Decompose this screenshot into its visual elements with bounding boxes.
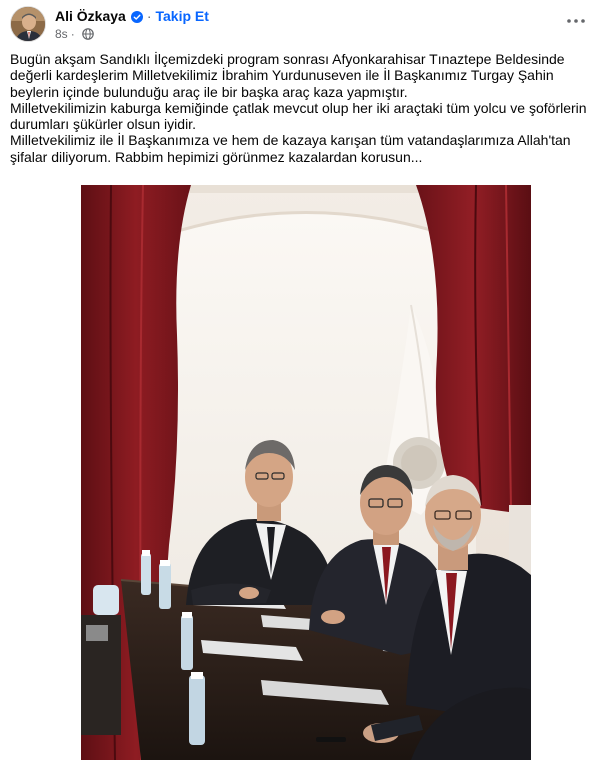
author-avatar[interactable] — [10, 6, 46, 42]
post-paragraph-3: Milletvekilimiz ile İl Başkanımıza ve hem de kazaya karışan tüm vatandaşlarımıza Allah'tan şifalar diliyorum. Rabbim hepimizi görünmez kazalardan korusun... — [10, 132, 571, 165]
author-line — [55, 7, 209, 25]
globe-icon[interactable] — [82, 28, 94, 40]
post-header — [0, 0, 604, 50]
meta-separator: · — [70, 27, 75, 41]
more-options-icon[interactable] — [562, 10, 590, 32]
post-text — [10, 51, 602, 165]
post-timestamp[interactable]: 8s — [55, 27, 68, 41]
post-meta — [55, 27, 94, 41]
post-paragraph-2: Milletvekilimizin kaburga kemiğinde çatlak mevcut olup her iki araçtaki tüm yolcu ve şoförlerin durumları şükürler olsun iyidir. — [10, 99, 587, 133]
post-photo[interactable] — [81, 185, 531, 760]
header-separator: · — [146, 8, 152, 24]
verified-badge-icon — [131, 10, 143, 22]
post-paragraph-1: Bugün akşam Sandıklı İlçemizdeki program sonrası Afyonkarahisar Tınaztepe Beldesinde değerli kardeşlerim Milletvekilimiz İbrahim Yurdunuseven ile İl Başkanımız Turgay Şahin beylerin içinde bulunduğu araç ile bir başka araç kaza yapmıştır. — [10, 51, 565, 100]
follow-button[interactable]: Takip Et — [155, 8, 209, 24]
author-name-link[interactable]: Ali Özkaya — [55, 8, 126, 24]
